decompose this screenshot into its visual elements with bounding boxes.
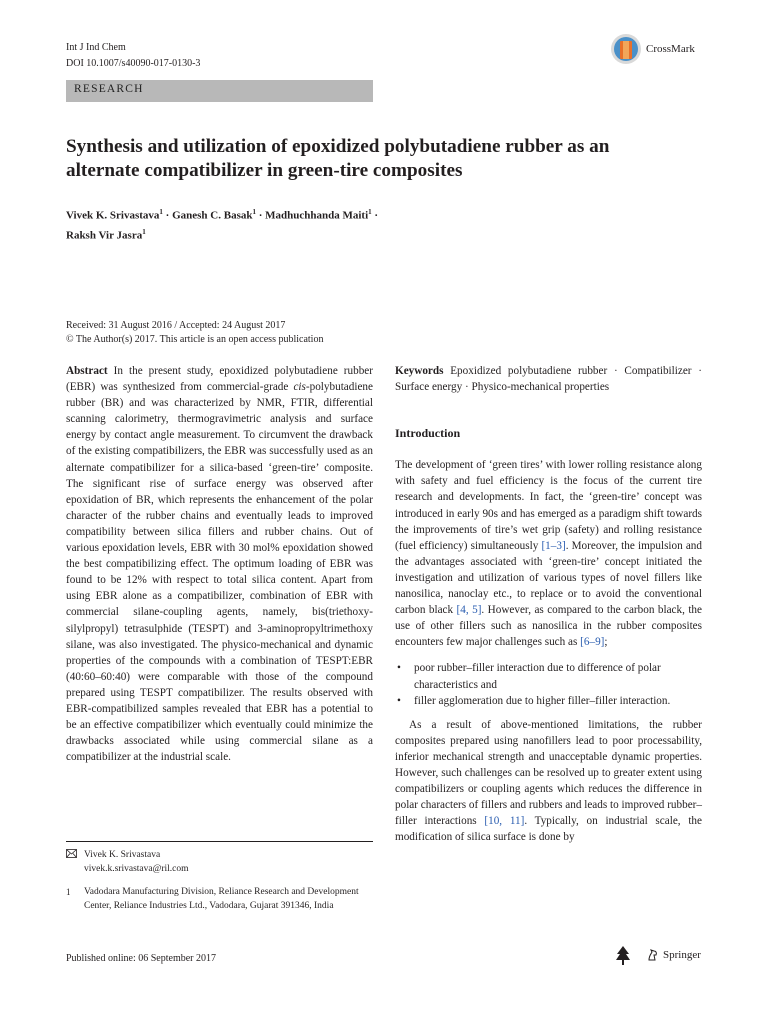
intro-paragraph <box>395 457 702 650</box>
author-sep: · <box>162 209 173 222</box>
abstract-heading: Abstract <box>66 365 108 377</box>
journal-header <box>66 40 200 72</box>
author-name[interactable]: Raksh Vir Jasra <box>66 229 143 242</box>
author-list <box>66 204 586 243</box>
abstract-text <box>66 363 373 765</box>
crossmark-label: CrossMark <box>646 43 695 55</box>
abstract <box>66 363 373 765</box>
corresponding-name: Vivek K. Srivastava <box>84 850 161 860</box>
section-label: RESEARCH <box>66 80 373 102</box>
footnote-divider <box>66 841 373 842</box>
springer-horse-icon <box>646 948 660 962</box>
affiliation-marker: 1 <box>66 887 71 897</box>
article-title: Synthesis and utilization of epoxidized polybutadiene rubber as an alternate compatibilizer in green-tire composites <box>66 136 610 181</box>
affiliation-sup: 1 <box>159 208 163 216</box>
citation-link[interactable]: [4, 5] <box>456 604 482 617</box>
list-item: • poor rubber–filler interaction due to difference of polar characteristics and <box>395 660 702 692</box>
crossmark-icon <box>610 33 642 65</box>
crossmark-badge[interactable] <box>610 32 710 66</box>
author-name[interactable]: Vivek K. Srivastava <box>66 209 160 222</box>
intro-paragraph <box>395 717 702 846</box>
citation-link[interactable]: [1–3] <box>541 539 566 552</box>
affiliation-text: Vadodara Manufacturing Division, Reliance Research and Development Center, Reliance Industries Ltd., Vadodara, Gujarat 391346, India <box>84 887 359 911</box>
intro-text: . Typically, on industrial scale, the modification of silica surface is done by <box>395 815 702 844</box>
corresponding-email[interactable]: vivek.k.srivastava@ril.com <box>84 863 189 874</box>
published-online: Published online: 06 September 2017 <box>66 953 216 964</box>
publisher-logo <box>614 944 701 966</box>
citation-link[interactable]: [6–9] <box>580 636 605 649</box>
affiliation-sup: 1 <box>252 208 256 216</box>
keywords-heading: Keywords <box>395 365 444 377</box>
intro-text: The development of ‘green tires’ with lower rolling resistance along with safety and fuel efficiency is the focus of the current tire research and developments. In fact, the ‘green-tire’ concept was introduced in early 90s and has emerged as a paradigm shift towards the improvements of tire’s wet grip (safety) and rolling resistance (fuel efficiency) simultaneously <box>395 459 702 552</box>
doi[interactable]: DOI 10.1007/s40090-017-0130-3 <box>66 58 201 69</box>
affiliation-sup: 1 <box>368 208 372 216</box>
citation-link[interactable]: [10, 11] <box>484 815 525 828</box>
author-name[interactable]: Ganesh C. Basak <box>172 209 253 222</box>
envelope-icon <box>66 849 82 863</box>
publisher-name: Springer <box>663 949 701 961</box>
list-item: • filler agglomeration due to higher filler–filler interaction. <box>395 693 702 709</box>
article-dates <box>66 319 323 347</box>
author-name[interactable]: Madhuchhanda Maiti <box>265 209 369 222</box>
springer-tree-icon <box>614 944 632 966</box>
license-line: © The Author(s) 2017. This article is an open access publication <box>66 334 324 345</box>
intro-text: As a result of above-mentioned limitations, the rubber composites prepared using nanofillers lead to poor processability, inferior mechanical strength and unacceptable dynamic properties. However, such challenges can be resolved up to greater extent using compatibilizers or coupling agents which reduces the difference in polar characters of fillers and rubbers and leads to improved rubber–filler interactions <box>395 718 702 828</box>
introduction-heading: Introduction <box>395 426 461 441</box>
right-column <box>395 363 702 845</box>
keywords <box>395 363 702 395</box>
challenge-list <box>395 660 702 708</box>
affiliation-note <box>66 886 373 913</box>
intro-text: . However, as compared to the carbon black, the use of other fillers such as nanosilica in the rubber composites encounters few major challenges such as <box>395 604 702 649</box>
affiliation-sup: 1 <box>142 227 146 236</box>
abstract-part: In the present study, epoxidized polybutadiene rubber (EBR) was synthesized from commercial-grade <box>66 365 373 394</box>
keywords-text: Epoxidized polybutadiene rubber · Compatibilizer · Surface energy · Physico-mechanical properties <box>395 365 702 394</box>
intro-text: ; <box>604 636 608 649</box>
intro-text: . Moreover, the impulsion and the advantages associated with ‘green-tire’ concept initiated the investigation and utilization of various types of novel fillers like nanosilica, nanoclay etc., to replace or to avoid the conventional carbon black <box>395 539 702 617</box>
author-sep: · <box>371 209 379 222</box>
journal-name: Int J Ind Chem <box>66 42 126 53</box>
abstract-part: -polybutadiene rubber (BR) and was characterized by NMR, FTIR, differential scanning calorimetry, thermogravimetric analysis and surface energy by contact angle measurement. To circumvent the drawback of the existing compatibilizers, the EBR was successfully used as an alternate compatibilizer for a silica-based ‘green-tire’ composite. The significant rise of surface energy was observed after epoxidation of BR, which represents the enhancement of the polar character of the rubber chains and eventually leads to improved compatibility between silica fillers and rubber chains. Out of various epoxidation levels, EBR with 30 mol% epoxidation showed the best compatibilizing effect. The optimum loading of EBR was found to be 12% with respect to total silica content. Apart from using EBR alone as a compatibilizer, combination of EBR with commercial silane-coupling agents, namely, bis(triethoxy-silylpropyl) tetrasulphide (TESPT) and 3-aminopropyltrimethoxy silane, was also investigated. The physico-mechanical and dynamic properties of the compounds with a combination of TESPT:EBR (40:60–60:40) were comparable with those of the compound prepared using TESPT compatibilizer. The results observed with EBR-compatibilized samples revealed that EBR has a potential to be an effective compatibilizer which eventually could minimize the drawbacks associated while using commercial silane as a compatibilizer at the industrial scale. <box>66 381 373 764</box>
abstract-italic: cis <box>293 381 306 394</box>
author-sep: · <box>255 209 266 222</box>
received-accepted: Received: 31 August 2016 / Accepted: 24 August 2017 <box>66 320 286 331</box>
corresponding-author <box>66 849 373 876</box>
